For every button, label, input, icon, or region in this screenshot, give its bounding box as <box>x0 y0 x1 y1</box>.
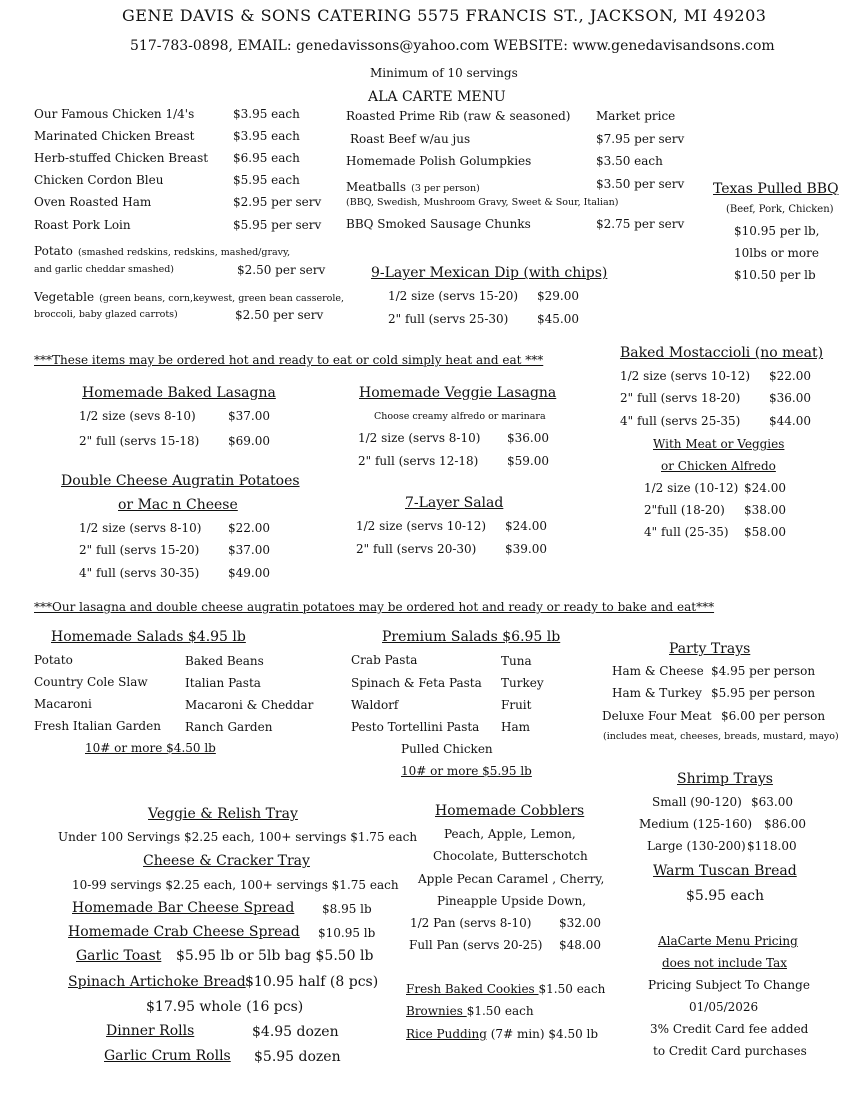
tray-name: Ham & Cheese <box>612 664 704 678</box>
menu-item-price: $3.95 each <box>233 107 300 121</box>
size-price: $37.00 <box>228 543 270 557</box>
size-price: $36.00 <box>507 431 549 445</box>
salad-item: Italian Pasta <box>185 676 261 690</box>
menu-item-price: $3.95 each <box>233 129 300 143</box>
veggie-lasagna-title: Homemade Veggie Lasagna <box>359 385 557 401</box>
salad-item: Crab Pasta <box>351 653 418 667</box>
menu-item-price: $6.95 each <box>233 151 300 165</box>
vegetable-price: $2.50 per serv <box>235 308 324 322</box>
dessert-item: Fresh Baked Cookies $1.50 each <box>406 982 606 996</box>
bbq-price: $10.95 per lb, <box>734 224 820 238</box>
size-price: $36.00 <box>769 391 811 405</box>
size-price: $24.00 <box>744 481 786 495</box>
size-price: $69.00 <box>228 434 270 448</box>
tuscan-price: $5.95 each <box>686 888 765 904</box>
size-label: 2" full (servs 20-30) <box>356 542 477 556</box>
size-label: 1/2 size (servs 8-10) <box>358 431 481 445</box>
mostaccioli-title: Baked Mostaccioli (no meat) <box>620 345 824 361</box>
size-price: $45.00 <box>537 312 579 326</box>
potato-detail: and garlic cheddar smashed) <box>34 264 174 275</box>
size-price: $29.00 <box>537 289 579 303</box>
size-label: 2" full (servs 18-20) <box>620 391 741 405</box>
hot-note: ***These items may be ordered hot and ready to eat or cold simply heat and eat *** <box>34 353 544 367</box>
size-label: Full Pan (servs 20-25) <box>409 938 543 952</box>
menu-item-name: Oven Roasted Ham <box>34 195 152 209</box>
bake-note: ***Our lasagna and double cheese augratin potatoes may be ordered hot and ready or ready to bake and eat*** <box>34 600 715 614</box>
footer-change: Pricing Subject To Change <box>648 978 810 992</box>
salad-item: Ham <box>501 720 530 734</box>
dip-title: 9-Layer Mexican Dip (with chips) <box>371 265 608 281</box>
salad-item: Tuna <box>501 654 532 668</box>
size-price: $63.00 <box>751 795 793 809</box>
sausage-name: BBQ Smoked Sausage Chunks <box>346 217 531 231</box>
size-price: $48.00 <box>559 938 601 952</box>
vegetable-detail: broccoli, baby glazed carrots) <box>34 309 178 320</box>
size-label: 2" full (servs 15-18) <box>79 434 200 448</box>
salad-item: Macaroni & Cheddar <box>185 698 314 712</box>
tuscan-title: Warm Tuscan Bread <box>653 863 797 879</box>
dessert-item: Rice Pudding (7# min) $4.50 lb <box>406 1027 599 1041</box>
meatballs-sauces: (BBQ, Swedish, Mushroom Gravy, Sweet & Sour, Italian) <box>346 197 619 208</box>
veggie-lasagna-note: Choose creamy alfredo or marinara <box>374 411 546 422</box>
size-price: $59.00 <box>507 454 549 468</box>
size-label: 1/2 size (sevs 8-10) <box>79 409 196 423</box>
size-price: $24.00 <box>505 519 547 533</box>
footer-fee2: to Credit Card purchases <box>653 1044 807 1058</box>
augratin-title: Double Cheese Augratin Potatoes <box>61 473 300 489</box>
footer-tax: does not include Tax <box>662 956 788 970</box>
salads-bulk: 10# or more $4.50 lb <box>85 741 216 755</box>
size-label: 2" full (servs 15-20) <box>79 543 200 557</box>
menu-item-price: Market price <box>596 109 676 123</box>
size-price: $22.00 <box>228 521 270 535</box>
size-price: $58.00 <box>744 525 786 539</box>
menu-item-name: Our Famous Chicken 1/4's <box>34 107 195 121</box>
size-price: $39.00 <box>505 542 547 556</box>
menu-item-name: Homemade Polish Golumpkies <box>346 154 532 168</box>
premium-bulk: 10# or more $5.95 lb <box>401 764 532 778</box>
artichoke-price2: $17.95 whole (16 pcs) <box>146 999 304 1015</box>
artichoke-price: $10.95 half (8 pcs) <box>245 974 379 990</box>
cheese-tray-title: Cheese & Cracker Tray <box>143 853 310 869</box>
salad-item: Spinach & Feta Pasta <box>351 676 482 690</box>
menu-item-name: Roast Beef w/au jus <box>350 132 471 146</box>
menu-item-price: $5.95 per serv <box>233 218 322 232</box>
cheese-tray-desc: 10-99 servings $2.25 each, 100+ servings $1.75 each <box>72 878 399 892</box>
salad-item: Fresh Italian Garden <box>34 719 161 733</box>
mostaccioli-with2: or Chicken Alfredo <box>661 459 776 473</box>
size-label: 4" full (servs 30-35) <box>79 566 200 580</box>
party-title: Party Trays <box>669 641 751 657</box>
potato-item: Potato (smashed redskins, redskins, mashed/gravy, <box>34 244 291 258</box>
salad-item: Macaroni <box>34 697 92 711</box>
salad-item: Waldorf <box>351 698 399 712</box>
spread-price: $10.95 lb <box>318 926 376 940</box>
tray-name: Deluxe Four Meat <box>602 709 712 723</box>
roll-name: Garlic Crum Rolls <box>104 1048 231 1064</box>
artichoke-name: Spinach Artichoke Bread <box>68 974 246 990</box>
size-label: Large (130-200) <box>647 839 746 853</box>
salad-item: Country Cole Slaw <box>34 675 148 689</box>
size-label: Medium (125-160) <box>639 817 753 831</box>
party-note: (includes meat, cheeses, breads, mustard, mayo) <box>603 731 839 742</box>
tray-price: $6.00 per person <box>721 709 826 723</box>
size-price: $37.00 <box>228 409 270 423</box>
footer-date: 01/05/2026 <box>689 1000 759 1014</box>
roll-price: $4.95 dozen <box>252 1024 339 1040</box>
spread-price: $8.95 lb <box>322 902 372 916</box>
cobbler-flavors: Apple Pecan Caramel , Cherry, <box>418 872 605 886</box>
salad-item: Turkey <box>501 676 544 690</box>
menu-item-name: Marinated Chicken Breast <box>34 129 195 143</box>
size-label: 1/2 size (servs 10-12) <box>356 519 487 533</box>
contact-line: 517-783-0898, EMAIL: genedavissons@yahoo.com WEBSITE: www.genedavisandsons.com <box>130 38 775 54</box>
size-label: 2" full (servs 25-30) <box>388 312 509 326</box>
salad-item: Pesto Tortellini Pasta <box>351 720 480 734</box>
footer-fee: 3% Credit Card fee added <box>650 1022 809 1036</box>
size-label: 4" full (25-35) <box>644 525 729 539</box>
size-label: 1/2 size (servs 10-12) <box>620 369 751 383</box>
garlic-toast-name: Garlic Toast <box>76 948 162 964</box>
salad-item: Ranch Garden <box>185 720 273 734</box>
premium-title: Premium Salads $6.95 lb <box>382 629 561 645</box>
vegetable-item: Vegetable (green beans, corn,keywest, green bean casserole, <box>34 290 345 304</box>
salad-item: Baked Beans <box>185 654 264 668</box>
shrimp-title: Shrimp Trays <box>677 771 773 787</box>
salad-item: Pulled Chicken <box>401 742 493 756</box>
seven-layer-title: 7-Layer Salad <box>405 495 504 511</box>
size-price: $86.00 <box>764 817 806 831</box>
spread-name: Homemade Crab Cheese Spread <box>68 924 300 940</box>
menu-item-price: $5.95 each <box>233 173 300 187</box>
menu-item-name: Herb-stuffed Chicken Breast <box>34 151 209 165</box>
bbq-meats: (Beef, Pork, Chicken) <box>726 204 834 215</box>
menu-item-name: Roasted Prime Rib (raw & seasoned) <box>346 109 571 123</box>
size-label: 1/2 size (servs 15-20) <box>388 289 519 303</box>
veggie-tray-desc: Under 100 Servings $2.25 each, 100+ servings $1.75 each <box>58 830 418 844</box>
cobblers-title: Homemade Cobblers <box>435 803 585 819</box>
menu-item-name: Chicken Cordon Bleu <box>34 173 164 187</box>
bbq-bulk-price: $10.50 per lb <box>734 268 816 282</box>
size-label: 1/2 Pan (servs 8-10) <box>410 916 532 930</box>
footer-pricing: AlaCarte Menu Pricing <box>658 934 798 948</box>
menu-item-price: $3.50 each <box>596 154 663 168</box>
bbq-title: Texas Pulled BBQ <box>713 181 839 197</box>
company-name-address: GENE DAVIS & SONS CATERING 5575 FRANCIS ST., JACKSON, MI 49203 <box>122 6 767 25</box>
bbq-bulk: 10lbs or more <box>734 246 819 260</box>
mostaccioli-with: With Meat or Veggies <box>653 437 785 451</box>
meatballs-price: $3.50 per serv <box>596 177 685 191</box>
tray-name: Ham & Turkey <box>612 686 702 700</box>
size-price: $49.00 <box>228 566 270 580</box>
size-label: 4" full (servs 25-35) <box>620 414 741 428</box>
veggie-tray-title: Veggie & Relish Tray <box>148 806 298 822</box>
garlic-toast-price: $5.95 lb or 5lb bag $5.50 lb <box>176 948 374 964</box>
size-label: Small (90-120) <box>652 795 742 809</box>
potato-price: $2.50 per serv <box>237 263 326 277</box>
minimum-servings: Minimum of 10 servings <box>370 66 518 80</box>
tray-price: $5.95 per person <box>711 686 816 700</box>
size-price: $118.00 <box>747 839 797 853</box>
spread-name: Homemade Bar Cheese Spread <box>72 900 295 916</box>
menu-item-price: $7.95 per serv <box>596 132 685 146</box>
size-price: $44.00 <box>769 414 811 428</box>
cobbler-flavors: Pineapple Upside Down, <box>437 894 587 908</box>
menu-item-price: $2.95 per serv <box>233 195 322 209</box>
menu-title: ALA CARTE MENU <box>368 89 506 105</box>
size-label: 1/2 size (servs 8-10) <box>79 521 202 535</box>
tray-price: $4.95 per person <box>711 664 816 678</box>
salad-item: Potato <box>34 653 73 667</box>
size-price: $32.00 <box>559 916 601 930</box>
size-label: 2"full (18-20) <box>644 503 725 517</box>
salads-title: Homemade Salads $4.95 lb <box>51 629 246 645</box>
meatballs-item: Meatballs (3 per person) <box>346 180 480 194</box>
dessert-item: Brownies $1.50 each <box>406 1004 534 1018</box>
cobbler-flavors: Peach, Apple, Lemon, <box>444 827 576 841</box>
augratin-title2: or Mac n Cheese <box>118 497 238 513</box>
cobbler-flavors: Chocolate, Butterschotch <box>433 849 588 863</box>
size-label: 2" full (servs 12-18) <box>358 454 479 468</box>
roll-price: $5.95 dozen <box>254 1049 341 1065</box>
menu-item-name: Roast Pork Loin <box>34 218 131 232</box>
lasagna-title: Homemade Baked Lasagna <box>82 385 276 401</box>
size-price: $38.00 <box>744 503 786 517</box>
size-label: 1/2 size (10-12) <box>644 481 739 495</box>
roll-name: Dinner Rolls <box>106 1023 195 1039</box>
salad-item: Fruit <box>501 698 532 712</box>
size-price: $22.00 <box>769 369 811 383</box>
sausage-price: $2.75 per serv <box>596 217 685 231</box>
